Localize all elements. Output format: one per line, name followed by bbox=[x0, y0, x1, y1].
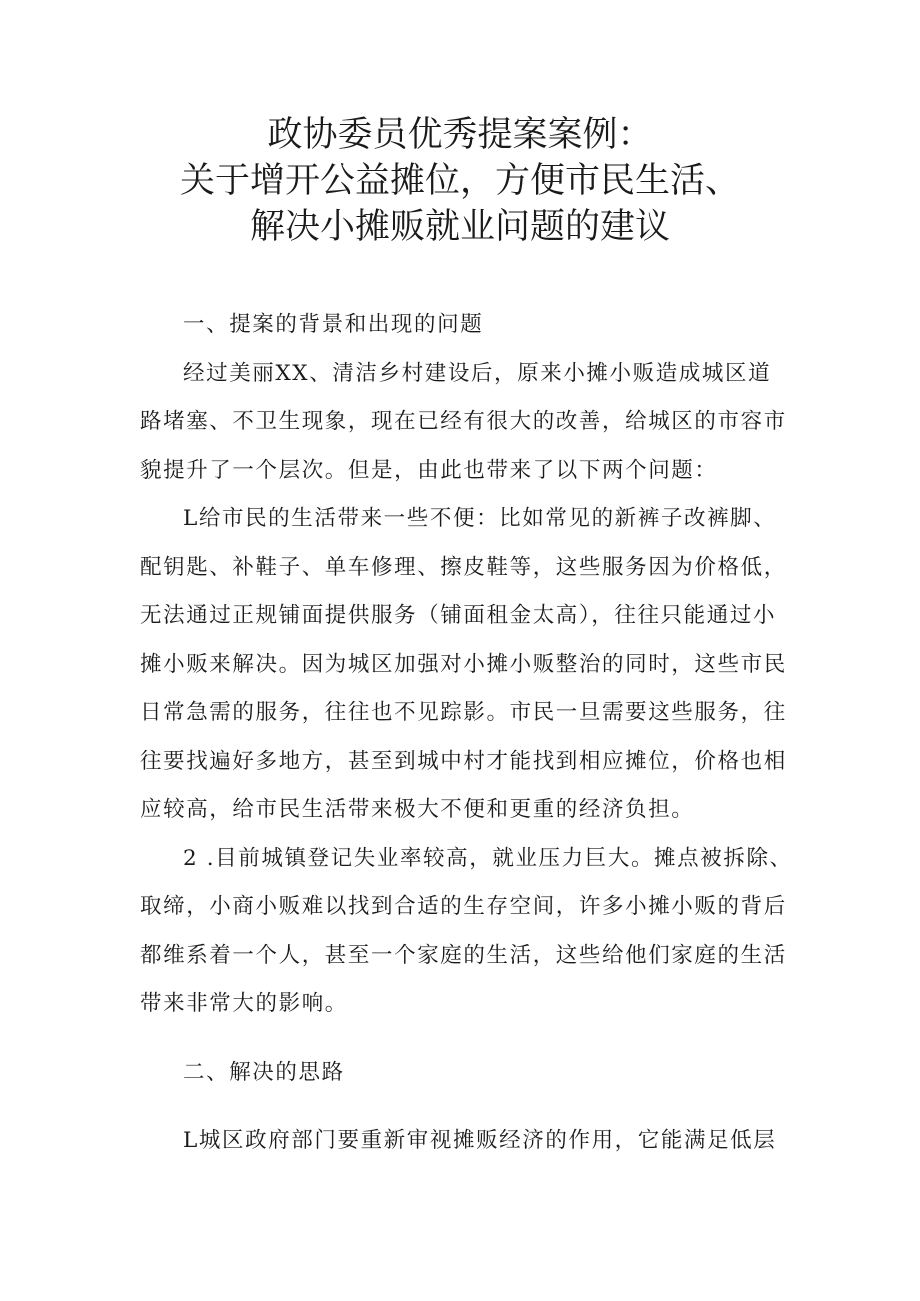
paragraph-background bbox=[140, 350, 800, 496]
paragraph-line: 应较高，给市民生活带来极大不便和更重的经济负担。 bbox=[140, 797, 695, 822]
paragraph-line: 无法通过正规铺面提供服务（铺面租金太高），往往只能通过小 bbox=[140, 603, 777, 628]
paragraph-line: 2 .目前城镇登记失业率较高，就业压力巨大。摊点被拆除、 bbox=[183, 845, 793, 871]
paragraph-inconvenience bbox=[140, 495, 800, 835]
section-spacer bbox=[140, 1029, 800, 1049]
paragraph-line: 取缔，小商小贩难以找到合适的生存空间，许多小摊小贩的背后 bbox=[140, 894, 787, 919]
paragraph-line: 貌提升了一个层次。但是，由此也带来了以下两个问题： bbox=[140, 457, 718, 483]
paragraph-line: 经过美丽XX、清洁乡村建设后，原来小摊小贩造成城区道 bbox=[183, 360, 772, 386]
section-spacer bbox=[140, 1097, 800, 1117]
paragraph-line: 配钥匙、补鞋子、单车修理、擦皮鞋等，这些服务因为价格低， bbox=[140, 554, 787, 580]
paragraph-line: 日常急需的服务，往往也不见踪影。市民一旦需要这些服务，往 bbox=[140, 700, 787, 725]
title-line-2: 关于增开公益摊位，方便市民生活、 bbox=[179, 161, 740, 201]
title-line-3: 解决小摊贩就业问题的建议 bbox=[249, 207, 670, 247]
title-line-1: 政协委员优秀提案案例： bbox=[267, 115, 653, 155]
paragraph-line: 摊小贩来解决。因为城区加强对小摊小贩整治的同时，这些市民 bbox=[140, 651, 787, 677]
paragraph-line: 都维系着一个人，甚至一个家庭的生活，这些给他们家庭的生活 bbox=[140, 942, 787, 968]
paragraph-line: 带来非常大的影响。 bbox=[140, 991, 348, 1016]
paragraph-line: 往要找遍好多地方，甚至到城中村才能找到相应摊位，价格也相 bbox=[140, 748, 787, 774]
section-heading-solution: 二、解决的思路 bbox=[183, 1059, 345, 1085]
paragraph-line: L城区政府部门要重新审视摊贩经济的作用，它能满足低层 bbox=[183, 1128, 777, 1153]
paragraph-solution-1 bbox=[140, 1117, 800, 1166]
document-body bbox=[140, 301, 800, 1166]
paragraph-line: L给市民的生活带来一些不便：比如常见的新裤子改裤脚、 bbox=[183, 506, 777, 531]
document-title bbox=[0, 112, 920, 250]
section-heading-background: 一、提案的背景和出现的问题 bbox=[183, 312, 484, 337]
paragraph-unemployment bbox=[140, 835, 800, 1029]
paragraph-line: 路堵塞、不卫生现象，现在已经有很大的改善，给城区的市容市 bbox=[140, 409, 787, 434]
